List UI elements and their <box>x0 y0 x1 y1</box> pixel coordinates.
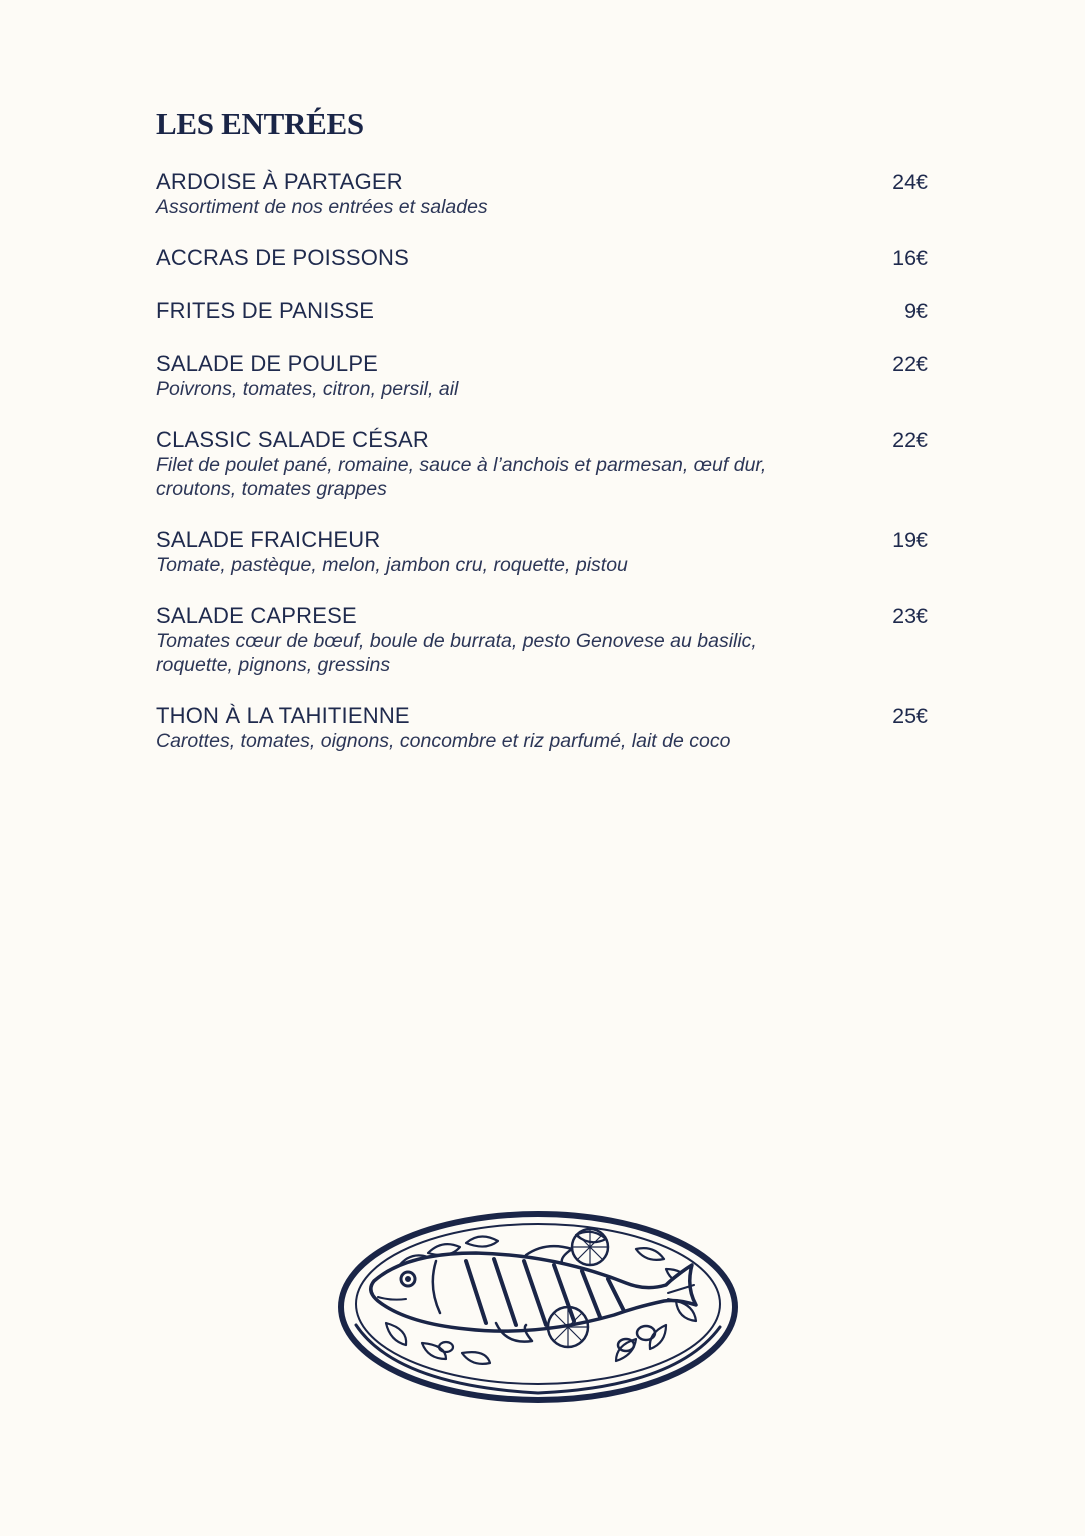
item-price: 19€ <box>892 528 928 552</box>
menu-item <box>156 426 928 501</box>
item-price: 22€ <box>892 352 928 376</box>
menu-item <box>156 526 928 577</box>
item-description: Poivrons, tomates, citron, persil, ail <box>156 378 459 400</box>
item-price: 25€ <box>892 704 928 728</box>
grilled-fish-plate-icon <box>336 1205 741 1405</box>
item-description: Tomates cœur de bœuf, boule de burrata, pesto Genovese au basilic, roquette, pignons, gressins <box>156 630 757 676</box>
item-price: 22€ <box>892 428 928 452</box>
item-price: 9€ <box>904 299 928 323</box>
item-name: SALADE CAPRESE <box>156 603 357 628</box>
section-title: LES ENTRÉES <box>156 106 364 141</box>
item-name: CLASSIC SALADE CÉSAR <box>156 427 429 452</box>
menu-item <box>156 244 928 272</box>
menu-list <box>156 168 928 778</box>
menu-item <box>156 168 928 219</box>
item-description: Carottes, tomates, oignons, concombre et riz parfumé, lait de coco <box>156 730 731 752</box>
item-description: Filet de poulet pané, romaine, sauce à l’anchois et parmesan, œuf dur, croutons, tomates grappes <box>156 454 767 500</box>
menu-item <box>156 297 928 325</box>
item-price: 16€ <box>892 246 928 270</box>
menu-item <box>156 350 928 401</box>
item-name: SALADE DE POULPE <box>156 351 379 376</box>
item-name: SALADE FRAICHEUR <box>156 527 381 552</box>
item-description: Tomate, pastèque, melon, jambon cru, roquette, pistou <box>156 554 628 576</box>
item-name: ACCRAS DE POISSONS <box>156 245 409 270</box>
item-price: 24€ <box>892 170 928 194</box>
menu-item <box>156 602 928 677</box>
item-name: FRITES DE PANISSE <box>156 298 375 323</box>
item-price: 23€ <box>892 604 928 628</box>
item-name: ARDOISE À PARTAGER <box>156 169 403 194</box>
item-name: THON À LA TAHITIENNE <box>156 703 410 728</box>
item-description: Assortiment de nos entrées et salades <box>156 196 488 218</box>
menu-item <box>156 702 928 753</box>
